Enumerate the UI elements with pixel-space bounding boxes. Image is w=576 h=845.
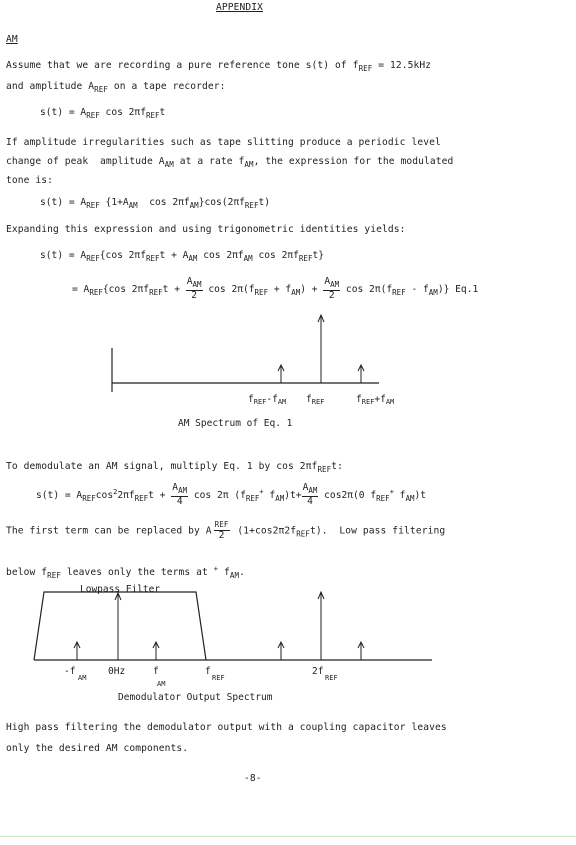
label-neg-fam: -f — [64, 666, 76, 677]
equation-reference-tone: $s(t) = A_{REF}$ $\cos 2\pi f_{REF}t$ — [40, 107, 166, 120]
label-fref2: f — [205, 666, 211, 677]
label-fref: $f_{REF}$ — [306, 394, 325, 406]
label-fam: f — [153, 666, 159, 677]
label-fref-minus-fam: $f_{REF}-f_{AM}$ — [248, 394, 287, 406]
para7-line2: only the desired AM components. — [6, 743, 189, 754]
para3: Expanding this expression and using trigonometric identities yields: — [6, 224, 406, 235]
equation-expanded-1: $s(t) = A_{REF}\{\cos$ $2\pi f_{REF}t + A_{AM}$ $\cos 2\pi f_{AM}$ $\cos 2\pi f_{REF}t$} — [40, 250, 325, 263]
demodulator-output-spectrum — [34, 584, 432, 703]
label-neg-fam-sub: AM — [78, 674, 87, 682]
spectrum2-caption: Demodulator Output Spectrum — [118, 692, 273, 703]
am-spectrum-eq1 — [112, 315, 394, 429]
equation-demodulated: $s(t) = A_{REF}\cos^22\pi f_{REF}t$ + $\frac{A_{AM}}{4}$ cos 2π ($f_{REF}^+$ $f_{AM})t+$ $\frac{A_{AM}}{4}$ cos2π(0 $f_{REF}^+$ $f_{AM})t$ — [36, 482, 427, 507]
para6: below $f_{REF}$ leaves only the terms at + $f_{AM}$. — [6, 565, 245, 580]
section-heading: AM — [6, 34, 18, 45]
spectrum1-caption: AM Spectrum of Eq. 1 — [178, 418, 293, 429]
page-edge-line — [0, 836, 576, 837]
label-two-fref-sub: REF — [325, 674, 338, 682]
lowpass-filter-shape — [34, 592, 206, 660]
para1-line2: and amplitude $A_{REF}$ on a tape recorder: — [6, 81, 226, 94]
equation-modulated-tone: $s(t) = A_{REF}$ {$1+A_{AM}$ $\cos 2\pi f_{AM}\}\cos(2\pi f_{REF}t)$ — [40, 197, 271, 210]
para1-line1: Assume that we are recording a pure reference tone s(t) of $f_{REF} = 12.5kHz$ — [6, 60, 432, 73]
label-fam-sub: AM — [157, 680, 166, 688]
para2-line2: change of peak amplitude $A_{AM}$ at a rate $f_{AM}$, the expression for the modulated — [6, 156, 454, 169]
label-zero-hz: 0Hz — [108, 666, 126, 677]
para2-line1: If amplitude irregularities such as tape slitting produce a periodic level — [6, 137, 441, 148]
page-number: -8- — [244, 773, 262, 784]
para2-line3: tone is: — [6, 175, 54, 186]
equation-expanded-2: = $A_{REF}\{\cos$ $2\pi f_{REF}t$ + $\frac{A_{AM}}{2}$ $\cos 2\pi(f_{REF} + f_{AM})$ + $\frac{A_{AM}}{2}$ $\cos 2\pi(f_{REF} - f_{AM})$} Eq.1 — [72, 276, 479, 301]
para7-line1: High pass filtering the demodulator output with a coupling capacitor leaves — [6, 722, 447, 733]
label-two-fref: 2f — [312, 666, 324, 677]
para4: To demodulate an AM signal, multiply Eq. 1 by $\cos 2\pi f_{REF}t$: — [6, 461, 344, 474]
lowpass-filter-label: Lowpass Filter — [80, 584, 161, 595]
page-title: APPENDIX — [216, 2, 264, 13]
label-fref2-sub: REF — [212, 674, 225, 682]
para5: The first term can be replaced by A $\frac{\text{REF}}{2}$ $(1+\cos 2\pi 2f_{REF}t)$. Low pass filtering — [6, 520, 446, 541]
label-fref-plus-fam: $f_{REF}+f_{AM}$ — [356, 394, 395, 406]
